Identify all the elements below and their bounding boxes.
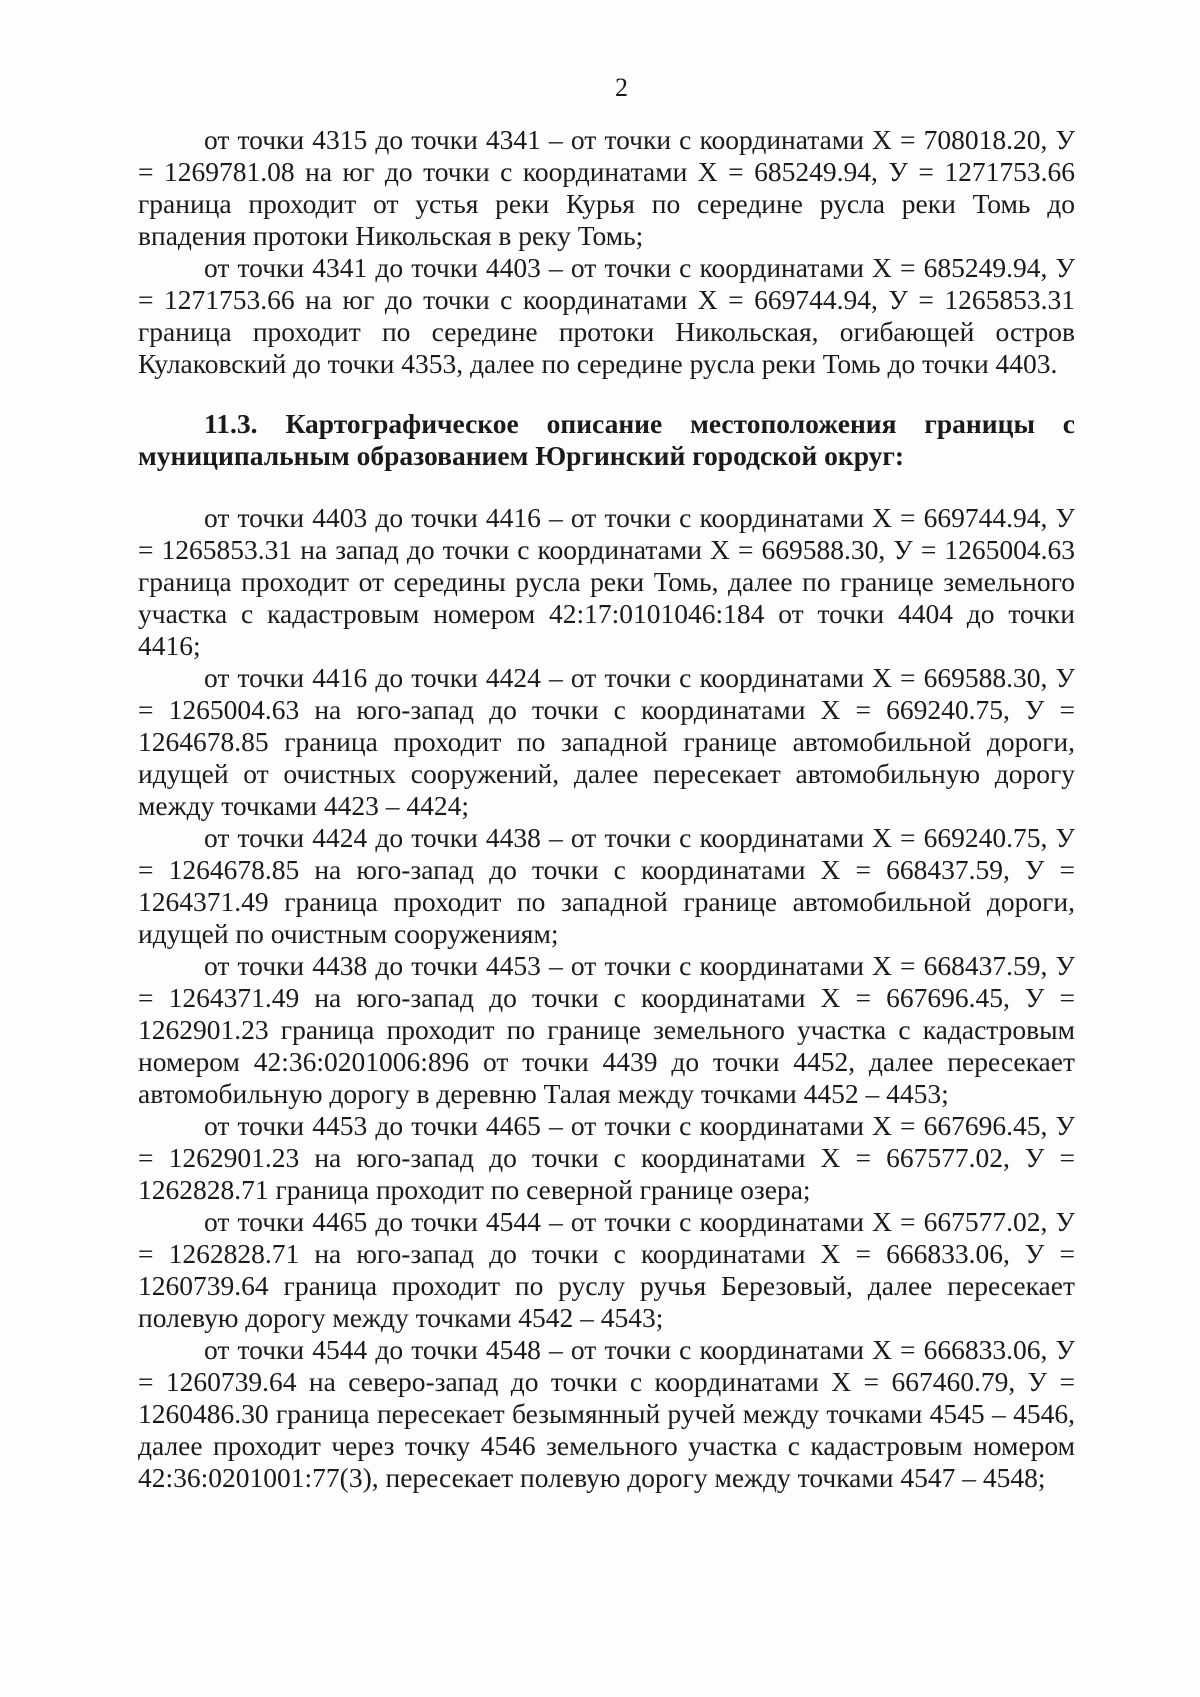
boundary-paragraph: от точки 4465 до точки 4544 – от точки с координатами Х = 667577.02, У = 1262828.71 на юго-запад до точки с координатами Х = 666833.06, У = 1260739.64 граница проходит по руслу ручья Березовый, далее пересекает полевую дорогу между точками 4542 – 4543; bbox=[138, 1206, 1075, 1333]
boundary-paragraph: от точки 4453 до точки 4465 – от точки с координатами Х = 667696.45, У = 1262901.23 на юго-запад до точки с координатами Х = 667577.02, У = 1262828.71 граница проходит по северной границе озера; bbox=[138, 1110, 1075, 1205]
boundary-paragraph: от точки 4341 до точки 4403 – от точки с координатами Х = 685249.94, У = 1271753.66 на юг до точки с координатами Х = 669744.94, У = 1265853.31 граница проходит по середине протоки Никольская, огибающей остров Кулаковский до точки 4353, далее по середине русла реки Томь до точки 4403. bbox=[138, 252, 1075, 379]
intro-section bbox=[138, 124, 1075, 380]
boundary-paragraph: от точки 4403 до точки 4416 – от точки с координатами Х = 669744.94, У = 1265853.31 на запад до точки с координатами Х = 669588.30, У = 1265004.63 граница проходит от середины русла реки Томь, далее по границе земельного участка с кадастровым номером 42:17:0101046:184 от точки 4404 до точки 4416; bbox=[138, 502, 1075, 661]
boundary-paragraph: от точки 4438 до точки 4453 – от точки с координатами Х = 668437.59, У = 1264371.49 на юго-запад до точки с координатами Х = 667696.45, У = 1262901.23 граница проходит по границе земельного участка с кадастровым номером 42:36:0201006:896 от точки 4439 до точки 4452, далее пересекает автомобильную дорогу в деревню Талая между точками 4452 – 4453; bbox=[138, 950, 1075, 1109]
main-section bbox=[138, 502, 1075, 1494]
boundary-paragraph: от точки 4424 до точки 4438 – от точки с координатами Х = 669240.75, У = 1264678.85 на юго-запад до точки с координатами Х = 668437.59, У = 1264371.49 граница проходит по западной границе автомобильной дороги, идущей по очистным сооружениям; bbox=[138, 822, 1075, 949]
section-heading-text: Картографическое описание местоположения границы с муниципальным образованием Юргинский городской округ: bbox=[138, 408, 1075, 471]
boundary-paragraph: от точки 4416 до точки 4424 – от точки с координатами Х = 669588.30, У = 1265004.63 на юго-запад до точки с координатами Х = 669240.75, У = 1264678.85 граница проходит по западной границе автомобильной дороги, идущей от очистных сооружений, далее пересекает автомобильную дорогу между точками 4423 – 4424; bbox=[138, 662, 1075, 821]
boundary-paragraph: от точки 4315 до точки 4341 – от точки с координатами Х = 708018.20, У = 1269781.08 на юг до точки с координатами Х = 685249.94, У = 1271753.66 граница проходит от устья реки Курья по середине русла реки Томь до впадения протоки Никольская в реку Томь; bbox=[138, 124, 1075, 251]
section-number: 11.3. bbox=[204, 408, 258, 439]
page-number: 2 bbox=[615, 73, 628, 102]
boundary-paragraph: от точки 4544 до точки 4548 – от точки с координатами Х = 666833.06, У = 1260739.64 на северо-запад до точки с координатами Х = 667460.79, У = 1260486.30 граница пересекает безымянный ручей между точками 4545 – 4546, далее проходит через точку 4546 земельного участка с кадастровым номером 42:36:0201001:77(3), пересекает полевую дорогу между точками 4547 – 4548; bbox=[138, 1334, 1075, 1493]
section-heading bbox=[138, 408, 1075, 472]
